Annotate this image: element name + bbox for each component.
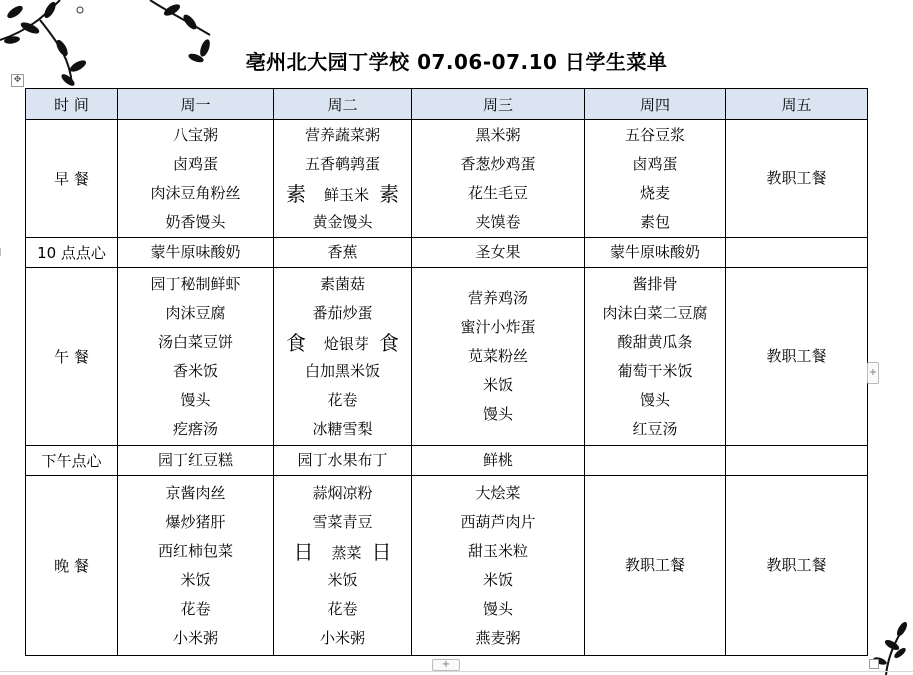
menu-cell xyxy=(412,238,585,268)
dish-item: 爆炒猪肝 xyxy=(165,512,226,531)
menu-cell xyxy=(585,268,726,446)
dish-item: 五香鹌鹑蛋 xyxy=(304,154,380,173)
add-row-button[interactable]: + xyxy=(432,659,460,671)
menu-cell xyxy=(274,446,412,476)
table-move-handle-icon[interactable]: ✥ xyxy=(11,74,24,87)
dish-item: 西红柿包菜 xyxy=(157,541,233,560)
page-bottom-edge xyxy=(0,671,913,672)
dish-item: 黑米粥 xyxy=(475,125,521,144)
table-resize-handle[interactable] xyxy=(869,659,879,669)
dish-item: 馒头 xyxy=(639,390,670,409)
overlay-char: 素 xyxy=(285,181,306,206)
menu-cell xyxy=(412,120,585,238)
period-cell: 10 点点心 xyxy=(26,238,118,268)
header-row xyxy=(26,89,868,120)
dish-item: 燕麦粥 xyxy=(475,628,521,647)
dish-item: 园丁秘制鲜虾 xyxy=(150,274,241,293)
margin-marker xyxy=(0,248,5,256)
dish-item: 香蕉 xyxy=(327,243,358,261)
dish-item: 卤鸡蛋 xyxy=(172,154,218,173)
menu-cell xyxy=(585,446,726,476)
dish-item: 八宝粥 xyxy=(172,125,218,144)
dish-item xyxy=(274,328,411,357)
menu-cell xyxy=(118,476,274,656)
dish-item: 教职工餐 xyxy=(624,556,685,574)
period-cell: 下午点心 xyxy=(26,446,118,476)
dish-item: 大烩菜 xyxy=(475,483,521,502)
dish-item: 奶香馒头 xyxy=(165,212,226,231)
dish-item: 酸甜黄瓜条 xyxy=(617,332,693,351)
page-title: 亳州北大园丁学校 07.06-07.10 日学生菜单 xyxy=(245,50,668,74)
dish-item: 花卷 xyxy=(327,599,358,618)
dish-item: 米饭 xyxy=(482,376,513,394)
menu-cell xyxy=(118,446,274,476)
menu-cell xyxy=(118,120,274,238)
dish-text: 鲜玉米 xyxy=(323,185,369,204)
header-cell: 时 间 xyxy=(26,89,118,120)
table-row xyxy=(26,120,868,238)
dish-item xyxy=(274,179,411,208)
dish-item: 肉沫豆腐 xyxy=(165,303,226,322)
dish-item: 甜玉米粒 xyxy=(467,541,528,560)
dish-text: 蒸菜 xyxy=(331,543,362,562)
menu-cell xyxy=(274,120,412,238)
dish-item: 红豆汤 xyxy=(632,419,678,438)
menu-cell xyxy=(585,238,726,268)
add-column-button[interactable]: + xyxy=(867,362,879,384)
dish-item: 夹馍卷 xyxy=(475,212,521,231)
dish-item: 馒头 xyxy=(482,405,513,423)
vine-decoration-top-left xyxy=(0,0,230,90)
menu-cell xyxy=(412,446,585,476)
dish-item: 馒头 xyxy=(482,599,513,618)
header-cell: 周三 xyxy=(412,89,585,120)
dish-item: 葡萄干米饭 xyxy=(617,361,693,380)
menu-cell xyxy=(726,238,868,268)
menu-cell xyxy=(274,268,412,446)
dish-item: 蜜汁小炸蛋 xyxy=(460,318,536,336)
dish-item: 园丁红豆糕 xyxy=(157,451,233,469)
dish-item: 营养蔬菜粥 xyxy=(304,125,380,144)
period-cell: 午 餐 xyxy=(26,268,118,446)
dish-item: 蒙牛原味酸奶 xyxy=(150,243,241,261)
dish-item: 花卷 xyxy=(327,390,358,409)
dish-item: 小米粥 xyxy=(319,628,365,647)
menu-cell xyxy=(726,446,868,476)
dish-item: 烧麦 xyxy=(639,183,670,202)
dish-item: 馒头 xyxy=(180,390,211,409)
menu-cell xyxy=(726,120,868,238)
menu-cell xyxy=(726,268,868,446)
menu-cell xyxy=(118,238,274,268)
dish-item: 小米粥 xyxy=(172,628,218,647)
overlay-char: 食 xyxy=(379,330,399,355)
menu-table xyxy=(25,88,868,656)
overlay-char: 素 xyxy=(379,181,399,206)
dish-item: 教职工餐 xyxy=(766,347,827,365)
table-row xyxy=(26,446,868,476)
dish-item: 香葱炒鸡蛋 xyxy=(460,154,536,173)
dish-item: 蒙牛原味酸奶 xyxy=(609,243,700,261)
dish-item: 疙瘩汤 xyxy=(172,419,218,438)
header-cell: 周四 xyxy=(585,89,726,120)
dish-item: 素菌菇 xyxy=(319,274,365,293)
header-cell: 周一 xyxy=(118,89,274,120)
dish-item: 黄金馒头 xyxy=(312,212,373,231)
overlay-char: 日 xyxy=(293,539,314,564)
dish-item: 西葫芦肉片 xyxy=(460,512,536,531)
dish-item: 香米饭 xyxy=(172,361,218,380)
menu-cell xyxy=(585,120,726,238)
dish-item: 米饭 xyxy=(180,570,211,589)
menu-cell xyxy=(412,476,585,656)
dish-item: 圣女果 xyxy=(475,243,521,261)
menu-cell xyxy=(726,476,868,656)
dish-item: 素包 xyxy=(639,212,670,231)
dish-item: 蒜焖凉粉 xyxy=(312,483,373,502)
dish-item: 肉沫豆角粉丝 xyxy=(150,183,241,202)
table-row xyxy=(26,268,868,446)
dish-item: 教职工餐 xyxy=(766,556,827,574)
dish-item: 五谷豆浆 xyxy=(624,125,685,144)
menu-cell xyxy=(412,268,585,446)
dish-item: 园丁水果布丁 xyxy=(297,451,388,469)
dish-item: 雪菜青豆 xyxy=(312,512,373,531)
dish-item: 苋菜粉丝 xyxy=(467,347,528,365)
period-cell: 早 餐 xyxy=(26,120,118,238)
menu-cell xyxy=(274,238,412,268)
dish-item: 白加黑米饭 xyxy=(304,361,380,380)
dish-text: 炝银芽 xyxy=(323,334,369,353)
dish-item: 花生毛豆 xyxy=(467,183,528,202)
dish-item: 米饭 xyxy=(482,570,513,589)
header-cell: 周五 xyxy=(726,89,868,120)
dish-item xyxy=(274,537,411,566)
menu-cell xyxy=(274,476,412,656)
table-row xyxy=(26,476,868,656)
dish-item: 米饭 xyxy=(327,570,358,589)
menu-cell xyxy=(118,268,274,446)
period-cell: 晚 餐 xyxy=(26,476,118,656)
dish-item: 汤白菜豆饼 xyxy=(157,332,233,351)
dish-item: 番茄炒蛋 xyxy=(312,303,373,322)
dish-item: 肉沫白菜二豆腐 xyxy=(602,303,708,322)
dish-item: 教职工餐 xyxy=(766,169,827,187)
overlay-char: 日 xyxy=(371,539,392,564)
header-cell: 周二 xyxy=(274,89,412,120)
dish-item: 京酱肉丝 xyxy=(165,483,226,502)
dish-item: 冰糖雪梨 xyxy=(312,419,373,438)
dish-item: 卤鸡蛋 xyxy=(632,154,678,173)
overlay-char: 食 xyxy=(285,330,306,355)
menu-cell xyxy=(585,476,726,656)
dish-item: 酱排骨 xyxy=(632,274,678,293)
dish-item: 营养鸡汤 xyxy=(467,289,528,307)
dish-item: 鲜桃 xyxy=(482,451,513,469)
dish-item: 花卷 xyxy=(180,599,211,618)
table-row xyxy=(26,238,868,268)
